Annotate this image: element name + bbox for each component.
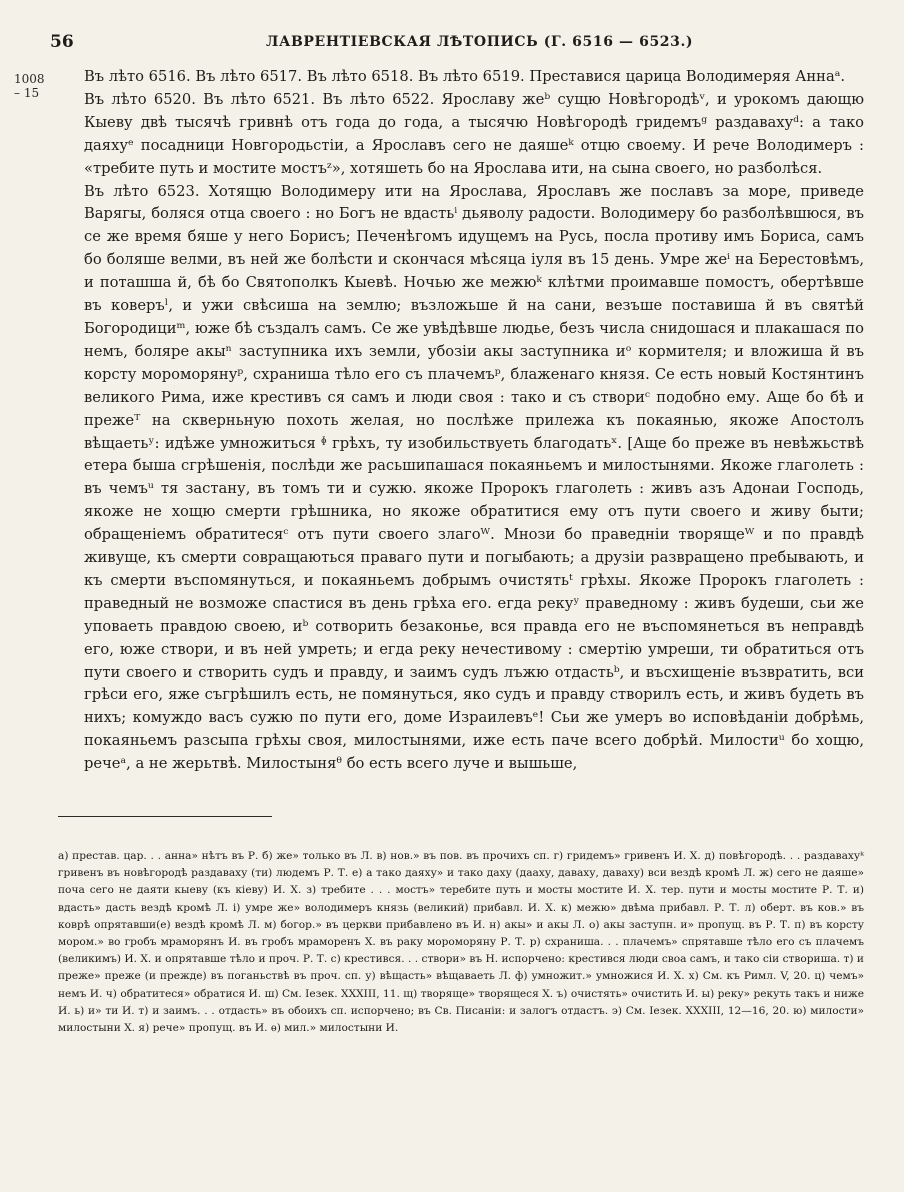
chronicle-entry-6523: Въ лѣто 6523. Хотящю Володимеру ити на Ярослава, Ярославъ же пославъ за море, приведе Варягы, боляся отца своего : но Богъ не вдастьⁱ дьяволу радости. Володимеру бо разболѣвшюся, въ се же время бяше у него Борисъ; Печенѣгомъ идущемъ на Русь, посла противу имъ Бориса, самъ бо боляше велми, въ ней же болѣсти и скончася мѣсяца іуля въ 15 день. Умре жеⁱ на Берестовѣмъ, и поташша й, бѣ бо Святополкъ Кыевѣ. Ночью же межюᵏ клѣтми проимавше помостъ, обертѣвше въ коверъˡ, и ужи свѣсиша на землю; възложьше й на сани, везъше поставиша й въ святѣй Богородициᵐ, юже бѣ създалъ самъ. Се же увѣдѣвше людье, безъ числа снидошася и плакашася по немъ, боляре акыⁿ заступника ихъ земли, убозіи акы заступника иᵒ кормителя; и вложиша й въ корсту мороморянуᵖ, схраниша тѣло его съ плачемъᵖ, блаженаго князя. Се есть новый Костянтинъ великого Рима, иже крестивъ ся самъ и люди своя : тако и съ створиᶜ подобно ему. Аще бо бѣ и прежеᵀ на скверньную похоть желая, но послѣже прилежа къ покаянью, якоже Апостолъ вѣщаетьʸ: идѣже умножиться ᶲ грѣхъ, ту изобильствуеть благодатьˣ. [Аще бо преже въ невѣжьствѣ етера быша сгрѣшенія, послѣди же расьшипашася покаяньемъ и милостынями. Якоже глаголеть : въ чемъᵘ тя застану, въ томъ ти и сужю. якоже Пророкъ глаголеть : живъ азъ Адонаи Господь, якоже не хощю смерти грѣшника, но якоже обратитися ему отъ пути своего и живу быти; обращеніемъ обратитесяᶜ отъ пути своего злагоᵂ. Мнози бо праведніи творящеᵂ и по правдѣ живуще, къ смерти совращаються праваго пути и погыбають; а друзіи развращено пребывають, и къ смерти въспомянуться, и покаяньемъ добрымъ очистятьᵗ грѣхы. Якоже Пророкъ глаголеть : праведный не возможе спастися въ день грѣха его. егда рекуʸ праведному : живъ будеши, сьи же уповаеть правдою своею, иᵇ сотворить безаконье, вся правда его не въспомянеться въ неправдѣ его, юже створи, и въ ней умреть; и егда реку нечестивому : смертію умреши, ти обратиться отъ пути своего и створить судъ и правду, и заимъ судъ лъжю отдастьᵇ, и въсхищеніе възвратить, вси грѣси его, яже съгрѣшилъ есть, не помянуться, яко судъ и правду створилъ есть, и живъ будеть въ нихъ; комуждо васъ сужю по пути его, доме Израилевъᵉ! Сьи же умеръ во исповѣданіи добрѣмь, покаяньемъ разсыпа грѣхы своя, милостынями, иже есть паче всего добрѣй. Милостиᵘ бо хощю, речеᵃ, а не жерьтвѣ. Милостыняᶿ бо есть всего луче и вышьше, — [84, 182, 864, 773]
footnote-divider — [58, 816, 272, 817]
footnotes — [58, 848, 864, 1037]
margin-year-start: 1008 — [14, 72, 45, 86]
margin-year-note — [14, 72, 74, 100]
margin-year-end: – 15 — [14, 86, 40, 100]
page-number: 56 — [50, 32, 74, 52]
footnotes-body: а) престав. цар. . . анна» нѣтъ въ Р. б) же» только въ Л. в) нов.» въ пов. въ прочихъ сп. г) гридемъ» гривенъ И. Х. д) повѣгородѣ. . . раздавахуᵏ гривенъ въ новѣгородѣ раздаваху (ти) людемъ Р. Т. е) а тако даяху» и тако даху (дааху, даваху, даваху) вси вездѣ кромѣ Л. ж) сего не даяше» поча сего не даяти кыеву (къ кіеву) И. Х. з) требите . . . мостъ» теребите путь и мосты мостите И. Х. тер. пути и мосты мостите Р. Т. и) вдасть» дасть вездѣ кромѣ Л. і) умре же» володимеръ князь (великий) прибавл. И. Х. к) межю» двѣма прибавл. Р. Т. л) оберт. въ ков.» въ коврѣ опрятавши(е) вездѣ кромѣ Л. м) богор.» въ церкви прибавлено въ И. н) акы» и акы Л. о) акы заступн. и» пропущ. въ Р. Т. п) въ корсту мором.» во гробъ мраморянъ И. въ гробъ мраморенъ Х. въ раку мороморяну Р. Т. р) схраниша. . . плачемъ» спрятавше тѣло его съ плачемъ (великимъ) И. Х. и опрятавше тѣло и проч. Р. Т. с) крестився. . . створи» въ Н. испорчено: крестився люди своа самъ, и тако сіи створиша. т) и преже» преже (и прежде) въ поганьствѣ въ проч. сп. у) вѣщасть» вѣщаваеть Л. ф) умножит.» умножися И. Х. х) См. къ Римл. V, 20. ц) чемъ» немъ И. ч) обратитеся» обратися И. ш) См. Iезек. XXXIII, 11. щ) творяще» творящеся Х. ъ) очистять» очистить И. ы) реку» рекуть такъ и ниже И. ь) и» ти И. т) и заимъ. . . отдасть» въ обоихъ сп. испорчено; въ Св. Писаніи: и залогъ отдастъ. э) См. Iезек. XXXIII, 12—16, 20. ю) милости» милостыни Х. я) рече» пропущ. въ И. ѳ) мил.» милостыни И. — [58, 850, 864, 1035]
running-title: ЛАВРЕНТІЕВСКАЯ ЛѢТОПИСЬ (Г. 6516 — 6523.) — [266, 34, 694, 50]
chronicle-entry-6516-6519: Въ лѣто 6516. Въ лѣто 6517. Въ лѣто 6518. Въ лѣто 6519. Преставися царица Володимеряя Аннаᵃ. — [84, 68, 846, 85]
chronicle-entry-6520-6522: Въ лѣто 6520. Въ лѣто 6521. Въ лѣто 6522. Ярославу жеᵇ сущю Новѣгородѣᵛ, и урокомъ дающю Кыеву двѣ тысячѣ гривнѣ отъ года до года, а тысячю Новѣгородѣ гридемъᵍ раздавахуᵈ: а тако даяхуᵉ посадници Новгородьстіи, а Ярославъ сего не даяшеᵏ отцю своему. И рече Володимеръ : «требите путь и мостите мостъᶻ», хотяшеть бо на Ярослава ити, на сына своего, но разболѣся. — [84, 90, 864, 177]
page-header — [40, 32, 868, 54]
chronicle-text — [84, 66, 864, 776]
